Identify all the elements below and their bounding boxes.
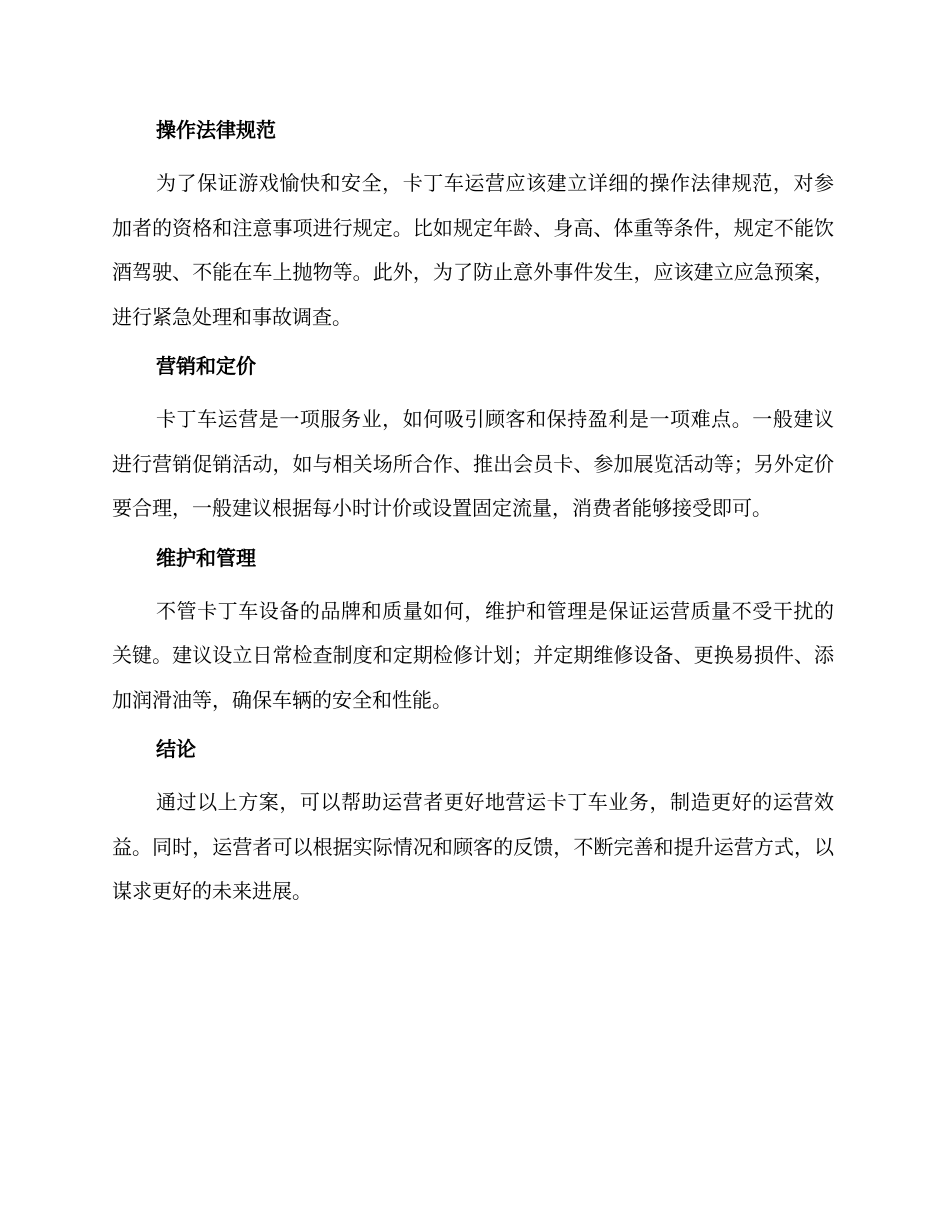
section-paragraph: 卡丁车运营是一项服务业，如何吸引顾客和保持盈利是一项难点。一般建议进行营销促销活动，如与相关场所合作、推出会员卡、参加展览活动等；另外定价要合理，一般建议根据每小时计价或设置固定流量，消费者能够接受即可。: [112, 407, 834, 520]
section-paragraph: 为了保证游戏愉快和安全，卡丁车运营应该建立详细的操作法律规范，对参加者的资格和注意事项进行规定。比如规定年龄、身高、体重等条件，规定不能饮酒驾驶、不能在车上抛物等。此外，为了防止意外事件发生，应该建立应急预案，进行紧急处理和事故调查。: [112, 171, 834, 329]
section-heading: 维护和管理: [156, 545, 256, 570]
section-paragraph: 通过以上方案，可以帮助运营者更好地营运卡丁车业务，制造更好的运营效益。同时，运营者可以根据实际情况和顾客的反馈，不断完善和提升运营方式，以谋求更好的未来进展。: [112, 790, 834, 903]
section-heading: 营销和定价: [156, 354, 256, 378]
document-body: [112, 108, 834, 914]
section-paragraph: 不管卡丁车设备的品牌和质量如何，维护和管理是保证运营质量不受干扰的关键。建议设立日常检查制度和定期检修计划；并定期维修设备、更换易损件、添加润滑油等，确保车辆的安全和性能。: [112, 598, 834, 712]
section-heading: 操作法律规范: [156, 118, 276, 142]
section-heading: 结论: [156, 737, 196, 761]
